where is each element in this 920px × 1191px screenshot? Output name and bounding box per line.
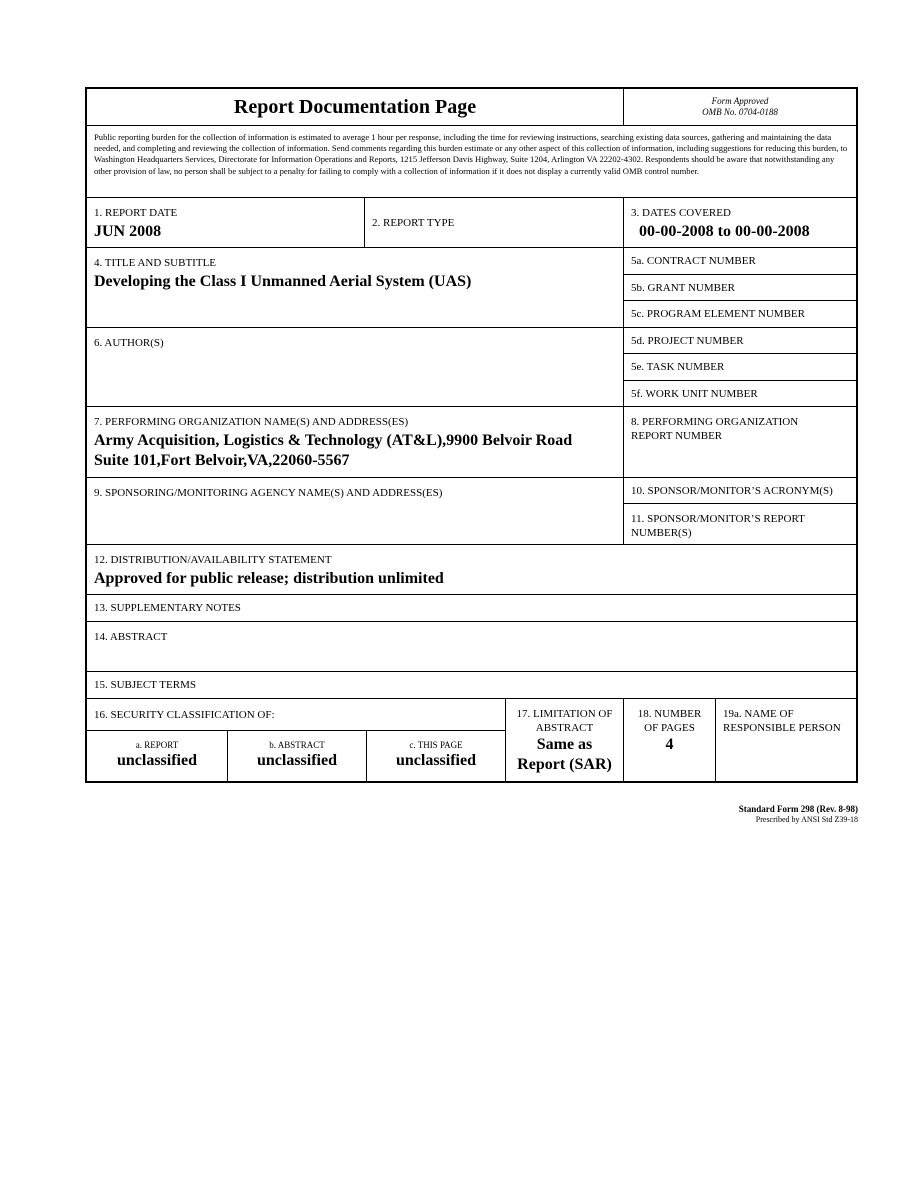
title-value: Developing the Class I Unmanned Aerial System (UAS) xyxy=(94,273,472,290)
burden-notice-row xyxy=(87,126,856,198)
performing-org-row xyxy=(87,407,856,478)
limitation-cell xyxy=(505,699,623,781)
performing-org-line2: Suite 101,Fort Belvoir,VA,22060-5567 xyxy=(94,452,350,469)
abstract-cell xyxy=(87,622,856,671)
abstract-row xyxy=(87,622,856,672)
performing-org-label: 7. PERFORMING ORGANIZATION NAME(S) AND ADDRESS(ES) xyxy=(94,416,409,428)
form-footer xyxy=(739,804,858,825)
contract-number-cell xyxy=(624,248,856,275)
responsible-label-2: RESPONSIBLE PERSON xyxy=(723,722,841,734)
authors-row xyxy=(87,328,856,407)
performing-report-label-1: 8. PERFORMING ORGANIZATION xyxy=(631,416,799,428)
sponsor-report-label-2: NUMBER(S) xyxy=(631,527,692,539)
prescribed-text: Prescribed by ANSI Std Z39-18 xyxy=(755,815,858,824)
sponsoring-row xyxy=(87,478,856,545)
form-title-cell xyxy=(87,89,623,125)
sponsoring-cell xyxy=(87,478,623,544)
report-type-label: 2. REPORT TYPE xyxy=(372,216,455,229)
security-label-cell xyxy=(87,699,505,731)
performing-report-label-2: REPORT NUMBER xyxy=(631,430,723,442)
pages-label-1: 18. NUMBER xyxy=(637,708,702,720)
performing-report-cell xyxy=(623,407,856,477)
report-type-cell xyxy=(364,198,623,247)
subject-terms-row xyxy=(87,672,856,699)
form-approved-text: Form Approved xyxy=(711,96,769,106)
work-unit-cell xyxy=(624,381,856,406)
contract-number-label: 5a. CONTRACT NUMBER xyxy=(631,255,756,267)
title-label: 4. TITLE AND SUBTITLE xyxy=(94,257,217,269)
responsible-label-1: 19a. NAME OF xyxy=(723,708,794,720)
limitation-value-1: Same as xyxy=(536,736,593,753)
report-date-label: 1. REPORT DATE xyxy=(94,207,178,219)
distribution-label: 12. DISTRIBUTION/AVAILABILITY STATEMENT xyxy=(94,554,332,566)
report-class-value: unclassified xyxy=(116,752,197,769)
sponsoring-label: 9. SPONSORING/MONITORING AGENCY NAME(S) AND ADDRESS(ES) xyxy=(94,487,443,499)
project-number-label: 5d. PROJECT NUMBER xyxy=(631,334,744,347)
page-class-label: c. THIS PAGE xyxy=(409,740,463,750)
sponsor-report-cell xyxy=(624,504,856,544)
supplementary-row xyxy=(87,595,856,622)
pages-label-2: OF PAGES xyxy=(644,722,695,734)
supplementary-cell xyxy=(87,595,856,621)
limitation-label-2: ABSTRACT xyxy=(535,722,594,734)
sponsor-acronym-label: 10. SPONSOR/MONITOR’S ACRONYM(S) xyxy=(631,484,833,497)
abstract-class-cell xyxy=(227,731,366,781)
grant-number-cell xyxy=(624,275,856,301)
classification-row xyxy=(87,699,856,781)
standard-form-text: Standard Form 298 (Rev. 8-98) xyxy=(738,804,858,814)
distribution-value: Approved for public release; distribution unlimited xyxy=(94,570,444,587)
dates-covered-label: 3. DATES COVERED xyxy=(631,207,731,219)
burden-notice-text: Public reporting burden for the collection of information is estimated to average 1 hour per response, including the time for reviewing instructions, searching existing data sources, gathering and maintaining the data needed, and completing and reviewing the collection of information. Send comments regarding this burden estimate or any other aspect of this collection of information, including suggestions for reducing this burden, to Washington Headquarters Services, Directorate for Information Operations and Reports, 1215 Jefferson Davis Highway, Suite 1204, Arlington VA 22202-4302. Respondents should be aware that notwithstanding any other provision of law, no person shall be subject to a penalty for failing to comply with a collection of information if it does not display a currently valid OMB control number. xyxy=(94,132,848,176)
report-class-label: a. REPORT xyxy=(135,740,179,750)
security-subcells xyxy=(87,731,505,781)
performing-org-line1: Army Acquisition, Logistics & Technology (AT&L),9900 Belvoir Road xyxy=(94,432,573,449)
dates-covered-cell xyxy=(623,198,856,247)
dates-covered-value: 00-00-2008 to 00-00-2008 xyxy=(639,223,810,240)
task-number-cell xyxy=(624,354,856,381)
report-date-cell xyxy=(87,198,364,247)
page-class-value: unclassified xyxy=(395,752,476,769)
page-class-cell xyxy=(366,731,505,781)
omb-cell xyxy=(623,89,856,125)
limitation-label-1: 17. LIMITATION OF xyxy=(516,708,613,720)
authors-cell xyxy=(87,328,623,406)
report-documentation-form xyxy=(85,87,858,783)
pages-value: 4 xyxy=(665,736,674,753)
page-title: Report Documentation Page xyxy=(233,95,477,118)
grant-number-label: 5b. GRANT NUMBER xyxy=(631,281,736,294)
subject-terms-cell xyxy=(87,672,856,698)
abstract-class-label: b. ABSTRACT xyxy=(269,740,325,750)
limitation-value-2: Report (SAR) xyxy=(517,756,612,773)
responsible-person-cell xyxy=(715,699,856,781)
form-header-row xyxy=(87,89,856,126)
supplementary-label: 13. SUPPLEMENTARY NOTES xyxy=(94,602,241,614)
distribution-cell xyxy=(87,545,856,594)
report-date-row xyxy=(87,198,856,248)
numbers-5abc xyxy=(623,248,856,327)
burden-notice xyxy=(87,126,856,197)
numbers-5def xyxy=(623,328,856,406)
pages-cell xyxy=(623,699,715,781)
program-element-cell xyxy=(624,301,856,327)
subject-terms-label: 15. SUBJECT TERMS xyxy=(94,679,196,691)
distribution-row xyxy=(87,545,856,595)
report-date-value: JUN 2008 xyxy=(94,223,162,240)
abstract-class-value: unclassified xyxy=(256,752,337,769)
work-unit-label: 5f. WORK UNIT NUMBER xyxy=(631,387,758,400)
sponsor-acronym-cell xyxy=(624,478,856,504)
performing-org-cell xyxy=(87,407,623,477)
abstract-label: 14. ABSTRACT xyxy=(94,631,168,643)
task-number-label: 5e. TASK NUMBER xyxy=(631,361,725,373)
title-row xyxy=(87,248,856,328)
title-cell xyxy=(87,248,623,327)
omb-number: OMB No. 0704-0188 xyxy=(702,107,778,117)
security-classification xyxy=(87,699,505,781)
report-class-cell xyxy=(87,731,227,781)
authors-label: 6. AUTHOR(S) xyxy=(94,337,164,349)
sponsor-report-label-1: 11. SPONSOR/MONITOR’S REPORT xyxy=(631,513,805,525)
project-number-cell xyxy=(624,328,856,354)
security-label: 16. SECURITY CLASSIFICATION OF: xyxy=(94,708,275,721)
sponsor-numbers xyxy=(623,478,856,544)
program-element-label: 5c. PROGRAM ELEMENT NUMBER xyxy=(631,308,805,320)
